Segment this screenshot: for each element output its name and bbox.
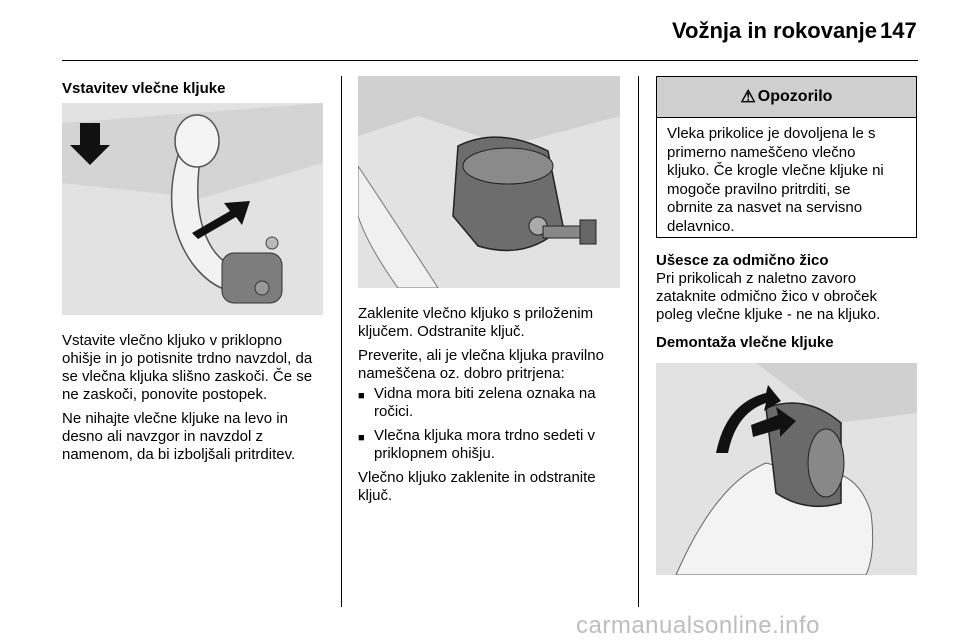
warning-title: Opozorilo [757, 88, 833, 105]
paragraph-insert-line: Vstavite vlečno kljuko v priklopno [62, 332, 283, 349]
page-number: 147 [880, 18, 917, 43]
paragraph-no-swing-line: desno ali navzgor in navzdol z [62, 428, 263, 445]
list-item-line: priklopnem ohišju. [374, 445, 495, 462]
bullet-marker: ■ [358, 432, 365, 444]
paragraph-no-swing-line: namenom, da bi izboljšali pritrditev. [62, 446, 296, 463]
list-item [358, 385, 620, 425]
paragraph-check-line: Preverite, ali je vlečna kljuka pravilno [358, 347, 604, 364]
page-header-title: Vožnja in rokovanje [672, 18, 877, 43]
paragraph-insert-line: ohišje in jo potisnite trdno navzdol, da [62, 350, 313, 367]
lock-key-illustration [358, 76, 620, 288]
paragraph-check-line: nameščena oz. dobro pritrjena: [358, 365, 565, 382]
warning-line: mogoče pravilno pritrditi, se [667, 180, 851, 198]
paragraph-lock-remove-line: Vlečno kljuko zaklenite in odstranite [358, 469, 596, 486]
watermark: carmanualsonline.info [576, 612, 820, 639]
section-heading-insert-hook: Vstavitev vlečne kljuke [62, 80, 226, 97]
column-divider [638, 76, 639, 607]
towbar-removal-illustration [656, 363, 917, 575]
paragraph-cable-line: poleg vlečne kljuke - ne na kljuko. [656, 306, 881, 323]
warning-line: Vleka prikolice je dovoljena le s [667, 125, 876, 142]
section-heading-removal: Demontaža vlečne kljuke [656, 334, 834, 351]
warning-line: kljuko. Če krogle vlečne kljuke ni [667, 162, 884, 179]
section-heading-cable-eye: Ušesce za odmično žico [656, 252, 829, 269]
towbar-insertion-illustration [62, 103, 323, 315]
paragraph-lock-line: Zaklenite vlečno kljuko s priloženim [358, 305, 594, 322]
warning-header [657, 77, 916, 118]
warning-line: delavnico. [667, 217, 735, 235]
bullet-marker: ■ [358, 390, 365, 402]
header-divider [62, 60, 918, 61]
list-item [358, 427, 620, 467]
paragraph-insert-line: ne zaskoči, ponovite postopek. [62, 386, 268, 403]
warning-line: primerno nameščeno vlečno [667, 143, 856, 161]
paragraph-lock-line: ključem. Odstranite ključ. [358, 323, 525, 340]
list-item-line: Vlečna kljuka mora trdno sedeti v [374, 427, 595, 444]
warning-box [656, 76, 917, 238]
paragraph-insert-line: se vlečna kljuka slišno zaskoči. Če se [62, 368, 313, 385]
paragraph-no-swing-line: Ne nihajte vlečne kljuke na levo in [62, 410, 288, 427]
warning-body [657, 118, 916, 236]
paragraph-cable-line: Pri prikolicah z naletno zavoro [656, 270, 857, 287]
paragraph-cable-line: zataknite odmično žico v obroček [656, 288, 877, 305]
paragraph-lock-remove-line: ključ. [358, 487, 393, 504]
list-item-line: Vidna mora biti zelena oznaka na [374, 385, 596, 402]
warning-line: obrnite za nasvet na servisno [667, 199, 863, 216]
warning-icon: ⚠ [740, 87, 756, 106]
list-item-line: ročici. [374, 403, 414, 420]
column-divider [341, 76, 342, 607]
